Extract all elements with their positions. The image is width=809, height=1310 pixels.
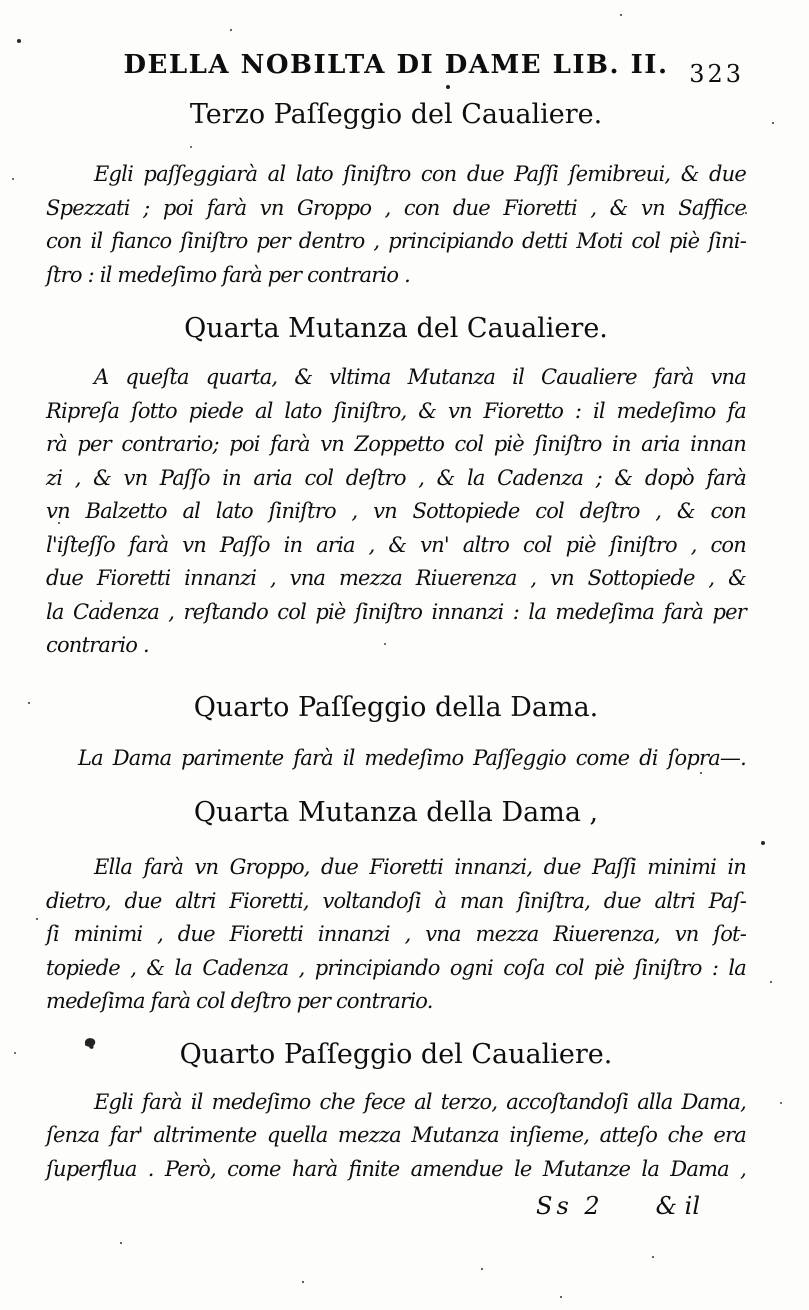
scan-noise-speckles	[0, 0, 2, 2]
section-quarto-passeggio-cavaliere	[46, 1038, 746, 1187]
body-line: zi , & vn Paſſo in aria col deſtro , & la Cadenza ; & dopò farà	[46, 465, 746, 490]
body-line: ſtro : il medeſimo farà per contrario .	[46, 262, 410, 287]
section-heading: Quarta Mutanza del Caualiere.	[184, 313, 608, 344]
body-line: medeſima farà col deſtro per contrario.	[46, 989, 433, 1013]
body-line: topiede , & la Cadenza , principiando ogni coſa col piè ſiniſtro : la	[46, 955, 746, 980]
section-quarta-mutanza-cavaliere	[46, 312, 746, 663]
body-line: Spezzati ; poi farà vn Groppo , con due Fioretti , & vn Saffice	[46, 195, 746, 220]
body-line: ſenza far' altrimente quella mezza Mutanza inſieme, atteſo che era	[46, 1123, 746, 1147]
section-quarta-mutanza-dama	[46, 796, 746, 1019]
section-terzo-passeggio-cavaliere	[46, 98, 746, 292]
body-line: vn Balzetto al lato ſiniſtro , vn Sottopiede col deſtro , & con	[46, 499, 746, 523]
section-quarto-passeggio-dama	[46, 691, 746, 776]
section-heading: Terzo Paſſeggio del Caualiere.	[189, 99, 603, 130]
paragraph	[46, 851, 746, 1019]
body-line: ſi minimi , due Fioretti innanzi , vna mezza Riuerenza, vn ſot-	[46, 922, 746, 946]
body-line: Egli paſſeggiarà al lato ſiniſtro con due Paſſi ſemibreui, & due	[94, 162, 746, 186]
body-line: con il fianco ſiniſtro per dentro , principiando detti Moti col piè ſini-	[46, 229, 746, 253]
section-heading: Quarto Paſſeggio della Dama.	[193, 691, 599, 723]
catchword: & il	[655, 1192, 700, 1220]
body-line: due Fioretti innanzi , vna mezza Riuerenza , vn Sottopiede , &	[46, 566, 746, 590]
paragraph	[46, 1086, 746, 1187]
gathering-signature: Ss 2	[536, 1192, 604, 1220]
running-header-title: DELLA NOBILTA DI DAME LIB. II.	[123, 50, 669, 80]
body-line: Ripreſa ſotto piede al lato ſiniſtro, & vn Fioretto : il medeſimo fa	[46, 398, 746, 423]
body-line: l'iſteſſo farà vn Paſſo in aria , & vn' altro col piè ſiniſtro , con	[46, 532, 746, 557]
body-line: La Dama parimente farà il medeſimo Paſſeggio come di ſopra—.	[78, 745, 746, 770]
body-line: Egli farà il medeſimo che fece al terzo, accoſtandoſi alla Dama,	[94, 1089, 746, 1114]
body-line: A queſta quarta, & vltima Mutanza il Caualiere farà vna	[94, 365, 746, 389]
section-heading: Quarto Paſſeggio del Caualiere.	[179, 1038, 613, 1070]
body-line: la Cadenza , reſtando col piè ſiniſtro innanzi : la medeſima farà per	[46, 599, 746, 624]
body-line: contrario .	[46, 633, 149, 657]
running-header	[46, 50, 746, 88]
body-line: dietro, due altri Fioretti, voltandoſi à man ſiniſtra, due altri Paſ-	[46, 888, 746, 913]
text-block	[46, 0, 746, 1223]
body-line: ſuperflua . Però, come harà finite amendue le Mutanze la Dama ,	[46, 1156, 746, 1181]
page-footer	[46, 1189, 746, 1223]
body-line: Ella farà vn Groppo, due Fioretti innanzi, due Paſſi minimi in	[94, 855, 746, 879]
body-line: rà per contrario; poi farà vn Zoppetto col piè ſiniſtro in aria innan	[46, 432, 746, 456]
paragraph	[46, 361, 746, 663]
page-number: 323	[689, 60, 744, 88]
paragraph	[46, 742, 746, 776]
paragraph	[46, 158, 746, 292]
section-heading: Quarta Mutanza della Dama ,	[193, 797, 599, 828]
